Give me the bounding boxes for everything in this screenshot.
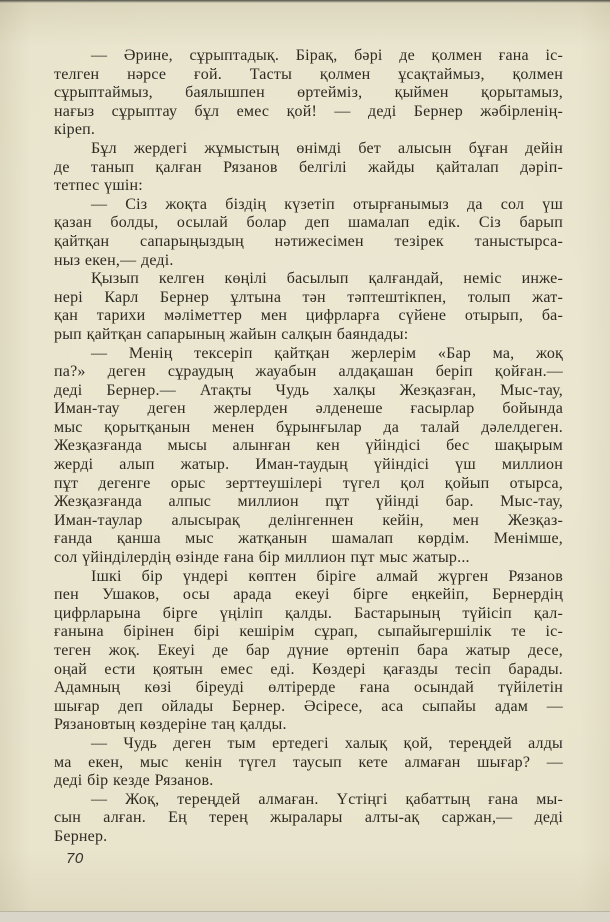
scan-top-edge [0,0,610,3]
text-line: Иман-таулар алысырақ делінгеннен кейін, мен Жезқаз- [54,511,563,529]
paragraph [54,140,563,196]
text-line: пұт дегенге орыс зерттеушілері түгел қол қойып отырса, [54,474,563,492]
text-line: Адамның көзі біреуді өлтірерде ғана осындай түйілетін [54,679,563,697]
text-line: сын алған. Ең терең жыралары алты-ақ саржан,— деді [54,809,563,827]
text-line: Бернер. [54,827,108,845]
text-line: де танып қалған Рязанов белгілі жайды қайталап дәріп- [54,158,563,176]
text-line: кіреп. [54,121,96,139]
paragraph [54,196,563,270]
page-number: 70 [66,850,84,867]
text-line: қазан болды, осылай болар деп шамалап едік. Сіз барып [54,214,563,232]
text-line: сол үйінділердің өзінде ғана бір миллион пұт мыс жатыр... [54,549,470,567]
paragraph [54,735,563,791]
text-line: Жезқазғанда мысы алынған кен үйіндісі бес шақырым [54,437,563,455]
text-line: нері Карл Бернер ұлтына тән тәптештікпен, толып жат- [54,288,563,306]
text-line: шығар деп ойлады Бернер. Әсіресе, аса сыпайы адам — [54,697,563,715]
scan-bottom-edge [0,912,610,922]
text-line: рып қайтқан сапарының жайын салқын баяндады: [54,325,409,343]
text-line: ма екен, мыс кенін түгел таусып кете алмаған шығар? — [54,753,563,771]
text-line: па?» деген сұраудың жауабын алдақашан беріп қойған.— [54,363,563,381]
paragraph [54,47,563,140]
text-line: Бұл жердегі жұмыстың өнімді бет алысын бұған дейін [91,139,563,157]
text-line: — Жоқ, тереңдей алмаған. Үстіңгі қабаттың ғана мы- [91,790,563,808]
paragraph [54,345,563,568]
text-line: телген нәрсе ғой. Тасты қолмен ұсақтаймыз, қолмен [54,65,563,83]
text-line: ғанда қанша мыс жатқанын шамалап көрдім. Менімше, [54,530,563,548]
text-line: Иман-тау деген жерлерден әлденеше ғасырлар бойында [54,400,563,418]
text-line: цифрларына бірге үңіліп қалды. Бастарының түйісіп қал- [54,604,563,622]
text-line: қайтқан сапарыңыздың нәтижесімен тезірек таныстырса- [54,232,563,250]
text-line: мыс қорытқанын менен бұрынғылар да талай дәлелдеген. [54,418,563,436]
text-line: теген жоқ. Екеуі де бар дүние өртеніп бара жатыр десе, [54,642,563,659]
text-line: ныз екен,— деді. [54,251,174,269]
text-line: Ішкі бір үндері көптен біріге алмай жүрген Рязанов [91,567,563,585]
text-line: сұрыптаймыз, баялышпен өртейміз, қыймен қорытамыз, [54,84,563,102]
text-line: — Әрине, сұрыптадық. Бірақ, бәрі де қолмен ғана іс- [91,47,563,64]
text-line: ғанына бірінен бірі кешірім сұрап, сыпайыгершілік те іс- [54,623,563,641]
text-line: Қызып келген көңілі басылып қалғандай, неміс инже- [91,270,563,288]
page-text-block [54,47,563,847]
text-line: нағыз сұрыптау бұл емес қой! — деді Бернер жәбірленің- [54,102,563,120]
text-line: деді Бернер.— Атақты Чудь халқы Жезқазған, Мыс-тау, [54,381,563,399]
text-line: жерді алып жатыр. Иман-таудың үйіндісі үш миллион [54,456,563,474]
text-line: — Сіз жоқта біздің күзетіп отырғанымыз да сол үш [91,195,563,213]
text-line: оңай ести қоятын емес еді. Көздері қағазды тесіп барады. [54,660,563,678]
text-line: Рязановтың көздеріне таң қалды. [54,716,287,734]
text-line: деді бір кезде Рязанов. [54,772,214,790]
paragraph [54,791,563,847]
text-line: Жезқазғанда алпыс миллион пұт үйінді бар. Мыс-тау, [54,493,563,511]
text-line: пен Ушаков, осы арада екеуі бірге еңкейіп, Бернердің [54,586,563,604]
text-line: қан тарихи мәліметтер мен цифрларға сүйене отырып, ба- [54,307,563,325]
text-line: — Менің тексеріп қайтқан жерлерім «Бар ма, жоқ [91,344,563,362]
paragraph [54,270,563,344]
paragraph [54,568,563,735]
text-line: тетпес үшін: [54,177,143,195]
text-line: — Чудь деген тым ертедегі халық қой, тереңдей алды [91,734,563,752]
